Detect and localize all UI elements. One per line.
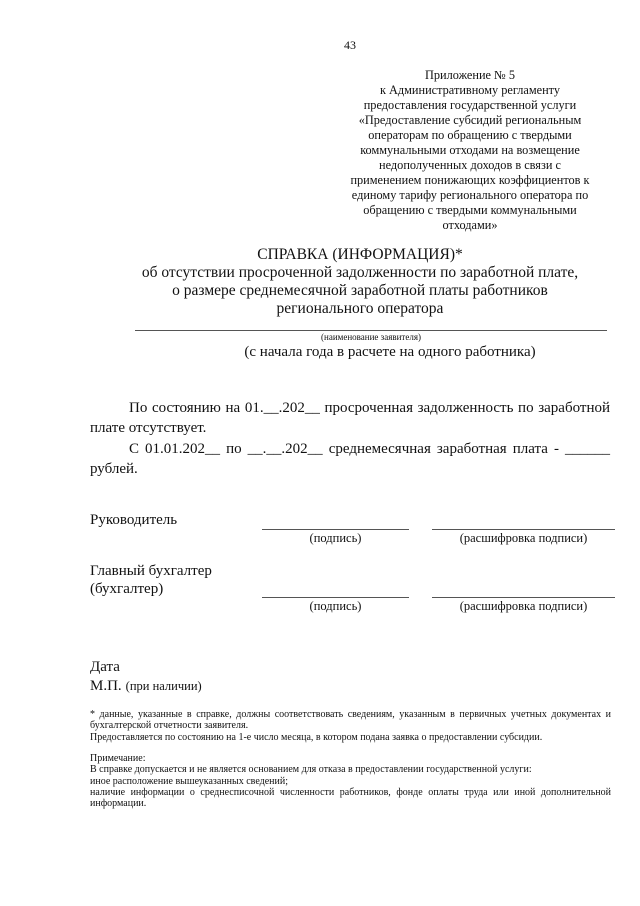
appendix-line: применением понижающих коэффициентов к xyxy=(350,173,590,187)
applicant-caption: (наименование заявителя) xyxy=(321,332,421,342)
head-decoding-line xyxy=(432,529,615,530)
appendix-line: предоставления государственной услуги xyxy=(363,98,577,112)
stamp-label: М.П. xyxy=(90,678,122,694)
accountant-decoding-line xyxy=(432,597,615,598)
appendix-line: коммунальными отходами на возмещение xyxy=(360,143,580,157)
title-heading: СПРАВКА (ИНФОРМАЦИЯ)* xyxy=(257,246,463,263)
remarks xyxy=(90,753,611,809)
appendix-line: «Предоставление субсидий региональным xyxy=(358,113,582,127)
accountant-label-alt: (бухгалтер) xyxy=(90,581,164,597)
appendix-line: операторам по обращению с твердыми xyxy=(368,128,572,142)
footnote-date: Предоставляется по состоянию на 1-е число месяца, в котором подана заявка о предоставлении субсидии. xyxy=(90,731,543,743)
title-line-1: об отсутствии просроченной задолженности по заработной плате, xyxy=(141,264,579,281)
title-line-3: регионального оператора xyxy=(276,300,444,317)
stamp-place xyxy=(90,677,202,695)
head-decoding-caption: (расшифровка подписи) xyxy=(459,531,588,545)
appendix-line: к Административному регламенту xyxy=(379,83,561,97)
applicant-name-line xyxy=(135,330,607,331)
per-worker-subtitle: (с начала года в расчете на одного работника) xyxy=(244,344,536,360)
remarks-title: Примечание: xyxy=(90,753,146,764)
remarks-line-1: В справке допускается и не является основанием для отказа в предоставлении государственной услуги: xyxy=(90,764,532,776)
footnotes xyxy=(90,709,611,743)
stamp-note: (при наличии) xyxy=(125,679,202,693)
page-number: 43 xyxy=(344,38,356,52)
debt-paragraph: По состоянию на 01.__.202__ просроченная задолженность по заработной плате отсутствует. xyxy=(90,400,610,436)
accountant-signature-caption: (подпись) xyxy=(309,599,362,613)
date-label: Дата xyxy=(90,659,120,675)
appendix-line: недополученных доходов в связи с xyxy=(379,158,561,172)
accountant-label: Главный бухгалтер xyxy=(90,563,212,579)
appendix-line: отходами» xyxy=(442,218,498,232)
remarks-line-2: иное расположение вышеуказанных сведений; xyxy=(90,775,289,787)
appendix-line: обращению с твердыми коммунальными xyxy=(363,203,577,217)
title-line-2: о размере среднемесячной заработной платы работников xyxy=(172,282,548,299)
remarks-line-3: наличие информации о среднесписочной численности работников, фонде оплаты труда или иной дополнительной информации. xyxy=(90,786,611,810)
head-label: Руководитель xyxy=(90,512,178,528)
appendix-line: Приложение № 5 xyxy=(424,68,516,82)
head-signature-caption: (подпись) xyxy=(309,531,362,545)
accountant-decoding-caption: (расшифровка подписи) xyxy=(459,599,588,613)
head-signature-line xyxy=(262,529,409,530)
accountant-signature-line xyxy=(262,597,409,598)
footnote-data: * данные, указанные в справке, должны соответствовать сведениям, указанным в первичных учетных документах и бухгалтерской отчетности заявителя. xyxy=(90,709,611,732)
document-title xyxy=(60,246,640,318)
appendix-header xyxy=(320,68,620,233)
appendix-line: единому тарифу регионального оператора по xyxy=(351,188,589,202)
body-text xyxy=(90,398,610,479)
salary-paragraph: С 01.01.202__ по __.__.202__ среднемесячная заработная плата - ______ рублей. xyxy=(90,441,610,477)
